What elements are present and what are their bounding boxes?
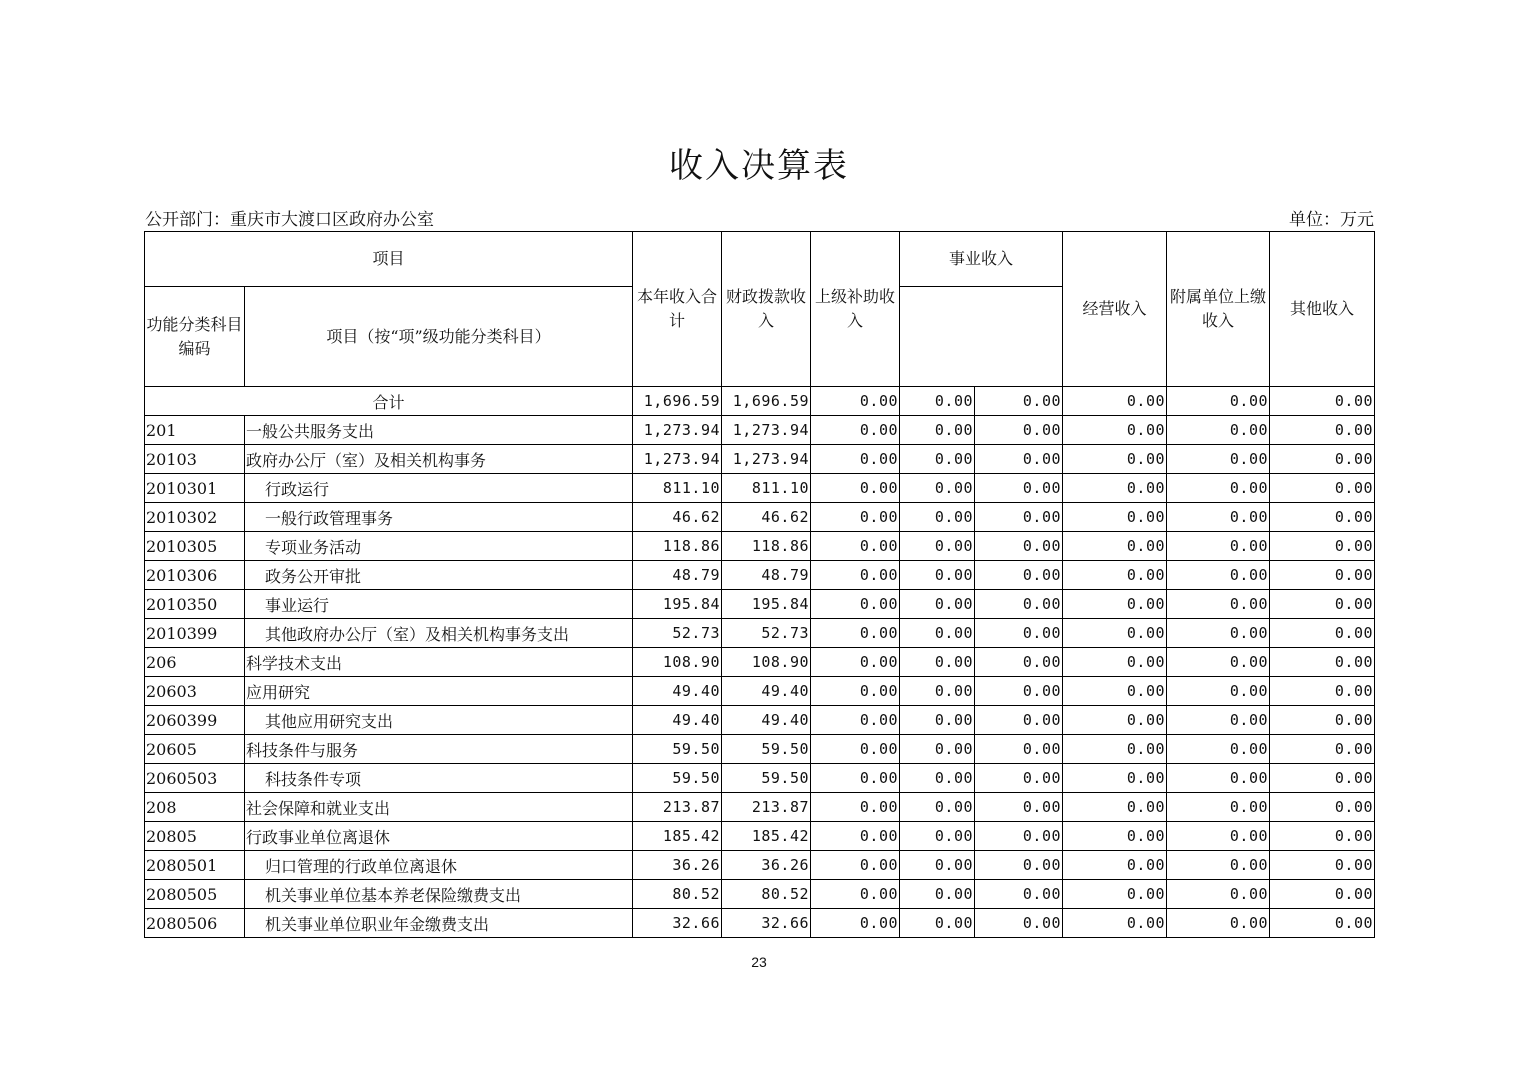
row-value: 52.73 <box>633 619 722 648</box>
row-value: 0.00 <box>1270 793 1375 822</box>
row-value: 0.00 <box>811 503 900 532</box>
row-value: 0.00 <box>1270 735 1375 764</box>
row-value: 0.00 <box>1167 503 1270 532</box>
table-row <box>145 474 1375 503</box>
department-label: 公开部门：重庆市大渡口区政府办公室 <box>145 210 434 230</box>
row-value: 52.73 <box>722 619 811 648</box>
table-row <box>145 561 1375 590</box>
row-value: 0.00 <box>975 764 1063 793</box>
row-value: 0.00 <box>811 561 900 590</box>
row-value: 0.00 <box>975 793 1063 822</box>
row-value: 0.00 <box>1167 445 1270 474</box>
row-value: 0.00 <box>1167 764 1270 793</box>
row-value: 811.10 <box>633 474 722 503</box>
row-name: 政务公开审批 <box>245 561 633 590</box>
table-row <box>145 590 1375 619</box>
row-value: 0.00 <box>900 677 975 706</box>
row-name: 归口管理的行政单位离退休 <box>245 851 633 880</box>
row-value: 0.00 <box>811 590 900 619</box>
row-value: 0.00 <box>1167 880 1270 909</box>
row-value: 0.00 <box>1063 619 1167 648</box>
header-other: 其他收入 <box>1270 232 1375 387</box>
summary-row <box>145 387 1375 416</box>
row-value: 0.00 <box>1270 764 1375 793</box>
row-value: 0.00 <box>1167 648 1270 677</box>
row-value: 32.66 <box>722 909 811 938</box>
row-name: 政府办公厅（室）及相关机构事务 <box>245 445 633 474</box>
row-value: 48.79 <box>722 561 811 590</box>
row-value: 0.00 <box>1167 793 1270 822</box>
row-code: 20605 <box>145 735 245 764</box>
row-value: 0.00 <box>975 416 1063 445</box>
row-value: 0.00 <box>1063 474 1167 503</box>
row-value: 0.00 <box>1063 561 1167 590</box>
row-value: 46.62 <box>722 503 811 532</box>
row-value: 0.00 <box>975 619 1063 648</box>
summary-label: 合计 <box>145 387 633 416</box>
row-code: 2010399 <box>145 619 245 648</box>
row-name: 应用研究 <box>245 677 633 706</box>
header-business: 事业收入 <box>900 232 1063 287</box>
row-name: 科学技术支出 <box>245 648 633 677</box>
row-value: 0.00 <box>1063 880 1167 909</box>
row-value: 0.00 <box>900 561 975 590</box>
row-value: 0.00 <box>1063 648 1167 677</box>
header-operating: 经营收入 <box>1063 232 1167 387</box>
row-value: 0.00 <box>811 735 900 764</box>
row-value: 0.00 <box>1167 474 1270 503</box>
row-value: 0.00 <box>900 793 975 822</box>
table-row <box>145 648 1375 677</box>
row-name: 机关事业单位基本养老保险缴费支出 <box>245 880 633 909</box>
row-value: 0.00 <box>975 503 1063 532</box>
table-row <box>145 677 1375 706</box>
summary-value: 1,696.59 <box>722 387 811 416</box>
row-value: 118.86 <box>722 532 811 561</box>
row-value: 0.00 <box>1063 445 1167 474</box>
row-value: 59.50 <box>633 764 722 793</box>
row-code: 2010301 <box>145 474 245 503</box>
summary-value: 0.00 <box>900 387 975 416</box>
row-value: 0.00 <box>811 764 900 793</box>
row-value: 0.00 <box>1063 532 1167 561</box>
table-row <box>145 793 1375 822</box>
row-value: 1,273.94 <box>722 445 811 474</box>
row-value: 0.00 <box>1270 590 1375 619</box>
table-row <box>145 822 1375 851</box>
header-item: 项目 <box>145 232 633 287</box>
row-value: 59.50 <box>722 735 811 764</box>
row-name: 一般行政管理事务 <box>245 503 633 532</box>
row-value: 811.10 <box>722 474 811 503</box>
row-value: 0.00 <box>811 619 900 648</box>
row-value: 0.00 <box>811 909 900 938</box>
row-value: 0.00 <box>975 648 1063 677</box>
table-row <box>145 445 1375 474</box>
row-value: 0.00 <box>811 880 900 909</box>
row-value: 0.00 <box>900 880 975 909</box>
row-value: 0.00 <box>1063 909 1167 938</box>
row-value: 0.00 <box>1063 764 1167 793</box>
row-value: 0.00 <box>975 735 1063 764</box>
row-value: 0.00 <box>900 822 975 851</box>
unit-label: 单位：万元 <box>1289 210 1374 230</box>
row-value: 0.00 <box>975 445 1063 474</box>
row-value: 0.00 <box>1167 735 1270 764</box>
row-value: 0.00 <box>811 822 900 851</box>
header-affiliated: 附属单位上缴收入 <box>1167 232 1270 387</box>
row-value: 49.40 <box>633 677 722 706</box>
table-row <box>145 764 1375 793</box>
summary-value: 0.00 <box>1270 387 1375 416</box>
row-value: 46.62 <box>633 503 722 532</box>
row-value: 108.90 <box>722 648 811 677</box>
row-value: 1,273.94 <box>633 445 722 474</box>
row-value: 0.00 <box>900 590 975 619</box>
row-value: 0.00 <box>1270 909 1375 938</box>
row-value: 0.00 <box>1063 793 1167 822</box>
row-value: 0.00 <box>1270 561 1375 590</box>
row-name: 机关事业单位职业年金缴费支出 <box>245 909 633 938</box>
row-value: 0.00 <box>1063 822 1167 851</box>
header-superior: 上级补助收入 <box>811 232 900 387</box>
row-value: 0.00 <box>1167 416 1270 445</box>
row-code: 2010350 <box>145 590 245 619</box>
row-code: 2060503 <box>145 764 245 793</box>
table-row <box>145 735 1375 764</box>
row-name: 行政事业单位离退休 <box>245 822 633 851</box>
row-code: 20603 <box>145 677 245 706</box>
row-value: 0.00 <box>1270 503 1375 532</box>
row-value: 0.00 <box>975 706 1063 735</box>
row-value: 0.00 <box>1063 706 1167 735</box>
summary-value: 0.00 <box>1167 387 1270 416</box>
row-value: 0.00 <box>975 677 1063 706</box>
row-value: 1,273.94 <box>722 416 811 445</box>
summary-value: 1,696.59 <box>633 387 722 416</box>
row-value: 59.50 <box>633 735 722 764</box>
row-code: 208 <box>145 793 245 822</box>
row-value: 0.00 <box>1270 851 1375 880</box>
row-value: 0.00 <box>1270 474 1375 503</box>
table-row <box>145 532 1375 561</box>
row-value: 0.00 <box>811 416 900 445</box>
row-value: 118.86 <box>633 532 722 561</box>
row-name: 其他应用研究支出 <box>245 706 633 735</box>
row-value: 0.00 <box>811 474 900 503</box>
row-value: 36.26 <box>633 851 722 880</box>
row-value: 0.00 <box>900 735 975 764</box>
row-name: 科技条件专项 <box>245 764 633 793</box>
row-value: 213.87 <box>722 793 811 822</box>
row-value: 0.00 <box>900 764 975 793</box>
row-name: 社会保障和就业支出 <box>245 793 633 822</box>
summary-value: 0.00 <box>1063 387 1167 416</box>
row-value: 0.00 <box>900 706 975 735</box>
row-value: 0.00 <box>975 909 1063 938</box>
row-value: 0.00 <box>900 474 975 503</box>
row-value: 0.00 <box>1270 880 1375 909</box>
row-value: 0.00 <box>1270 822 1375 851</box>
row-value: 195.84 <box>633 590 722 619</box>
row-value: 0.00 <box>1063 851 1167 880</box>
row-code: 2010305 <box>145 532 245 561</box>
row-code: 2010306 <box>145 561 245 590</box>
row-value: 49.40 <box>633 706 722 735</box>
row-value: 0.00 <box>1270 445 1375 474</box>
row-value: 59.50 <box>722 764 811 793</box>
row-name: 专项业务活动 <box>245 532 633 561</box>
table-row <box>145 851 1375 880</box>
row-code: 201 <box>145 416 245 445</box>
table-row <box>145 880 1375 909</box>
row-value: 0.00 <box>1063 416 1167 445</box>
row-value: 80.52 <box>722 880 811 909</box>
row-value: 0.00 <box>1063 503 1167 532</box>
row-code: 2080506 <box>145 909 245 938</box>
income-table <box>144 231 1375 938</box>
row-value: 0.00 <box>1270 706 1375 735</box>
row-value: 0.00 <box>1167 851 1270 880</box>
row-value: 48.79 <box>633 561 722 590</box>
row-value: 0.00 <box>1270 619 1375 648</box>
row-value: 0.00 <box>811 793 900 822</box>
row-value: 0.00 <box>811 532 900 561</box>
row-value: 0.00 <box>1270 648 1375 677</box>
row-name: 事业运行 <box>245 590 633 619</box>
row-code: 2080505 <box>145 880 245 909</box>
row-value: 32.66 <box>633 909 722 938</box>
row-name: 行政运行 <box>245 474 633 503</box>
row-value: 0.00 <box>900 503 975 532</box>
row-value: 0.00 <box>1167 590 1270 619</box>
row-value: 0.00 <box>900 648 975 677</box>
row-value: 0.00 <box>1063 590 1167 619</box>
row-value: 0.00 <box>900 909 975 938</box>
row-value: 0.00 <box>1063 677 1167 706</box>
row-value: 1,273.94 <box>633 416 722 445</box>
row-value: 0.00 <box>811 445 900 474</box>
table-row <box>145 706 1375 735</box>
header-fiscal: 财政拨款收入 <box>722 232 811 387</box>
row-name: 科技条件与服务 <box>245 735 633 764</box>
row-value: 0.00 <box>900 619 975 648</box>
row-value: 0.00 <box>975 532 1063 561</box>
row-value: 0.00 <box>1167 706 1270 735</box>
row-value: 213.87 <box>633 793 722 822</box>
row-value: 108.90 <box>633 648 722 677</box>
table-row <box>145 619 1375 648</box>
row-value: 49.40 <box>722 706 811 735</box>
row-value: 36.26 <box>722 851 811 880</box>
table-row <box>145 909 1375 938</box>
header-code: 功能分类科目编码 <box>145 287 245 387</box>
row-value: 0.00 <box>1167 909 1270 938</box>
page-title: 收入决算表 <box>669 146 849 186</box>
row-value: 0.00 <box>975 590 1063 619</box>
row-name: 一般公共服务支出 <box>245 416 633 445</box>
header-total: 本年收入合计 <box>633 232 722 387</box>
row-name: 其他政府办公厅（室）及相关机构事务支出 <box>245 619 633 648</box>
table-row <box>145 503 1375 532</box>
row-value: 0.00 <box>975 474 1063 503</box>
row-value: 0.00 <box>900 416 975 445</box>
row-value: 0.00 <box>1167 561 1270 590</box>
summary-value: 0.00 <box>811 387 900 416</box>
row-value: 0.00 <box>1167 677 1270 706</box>
row-value: 0.00 <box>975 851 1063 880</box>
row-value: 0.00 <box>811 648 900 677</box>
row-code: 20805 <box>145 822 245 851</box>
row-value: 0.00 <box>1167 822 1270 851</box>
row-value: 0.00 <box>1270 532 1375 561</box>
row-code: 2010302 <box>145 503 245 532</box>
row-value: 195.84 <box>722 590 811 619</box>
page-number: 23 <box>751 954 767 970</box>
row-value: 0.00 <box>900 532 975 561</box>
row-value: 0.00 <box>1270 677 1375 706</box>
row-value: 0.00 <box>811 677 900 706</box>
row-value: 80.52 <box>633 880 722 909</box>
row-value: 0.00 <box>900 851 975 880</box>
row-value: 0.00 <box>975 561 1063 590</box>
row-value: 49.40 <box>722 677 811 706</box>
row-value: 185.42 <box>722 822 811 851</box>
row-value: 0.00 <box>1167 619 1270 648</box>
row-value: 0.00 <box>975 880 1063 909</box>
row-value: 0.00 <box>811 706 900 735</box>
row-code: 2080501 <box>145 851 245 880</box>
row-code: 206 <box>145 648 245 677</box>
row-value: 0.00 <box>1167 532 1270 561</box>
row-value: 0.00 <box>811 851 900 880</box>
header-name: 项目（按“项”级功能分类科目） <box>245 287 633 387</box>
summary-value: 0.00 <box>975 387 1063 416</box>
row-value: 0.00 <box>1270 416 1375 445</box>
row-code: 20103 <box>145 445 245 474</box>
row-code: 2060399 <box>145 706 245 735</box>
row-value: 0.00 <box>900 445 975 474</box>
row-value: 0.00 <box>975 822 1063 851</box>
table-row <box>145 416 1375 445</box>
row-value: 185.42 <box>633 822 722 851</box>
row-value: 0.00 <box>1063 735 1167 764</box>
